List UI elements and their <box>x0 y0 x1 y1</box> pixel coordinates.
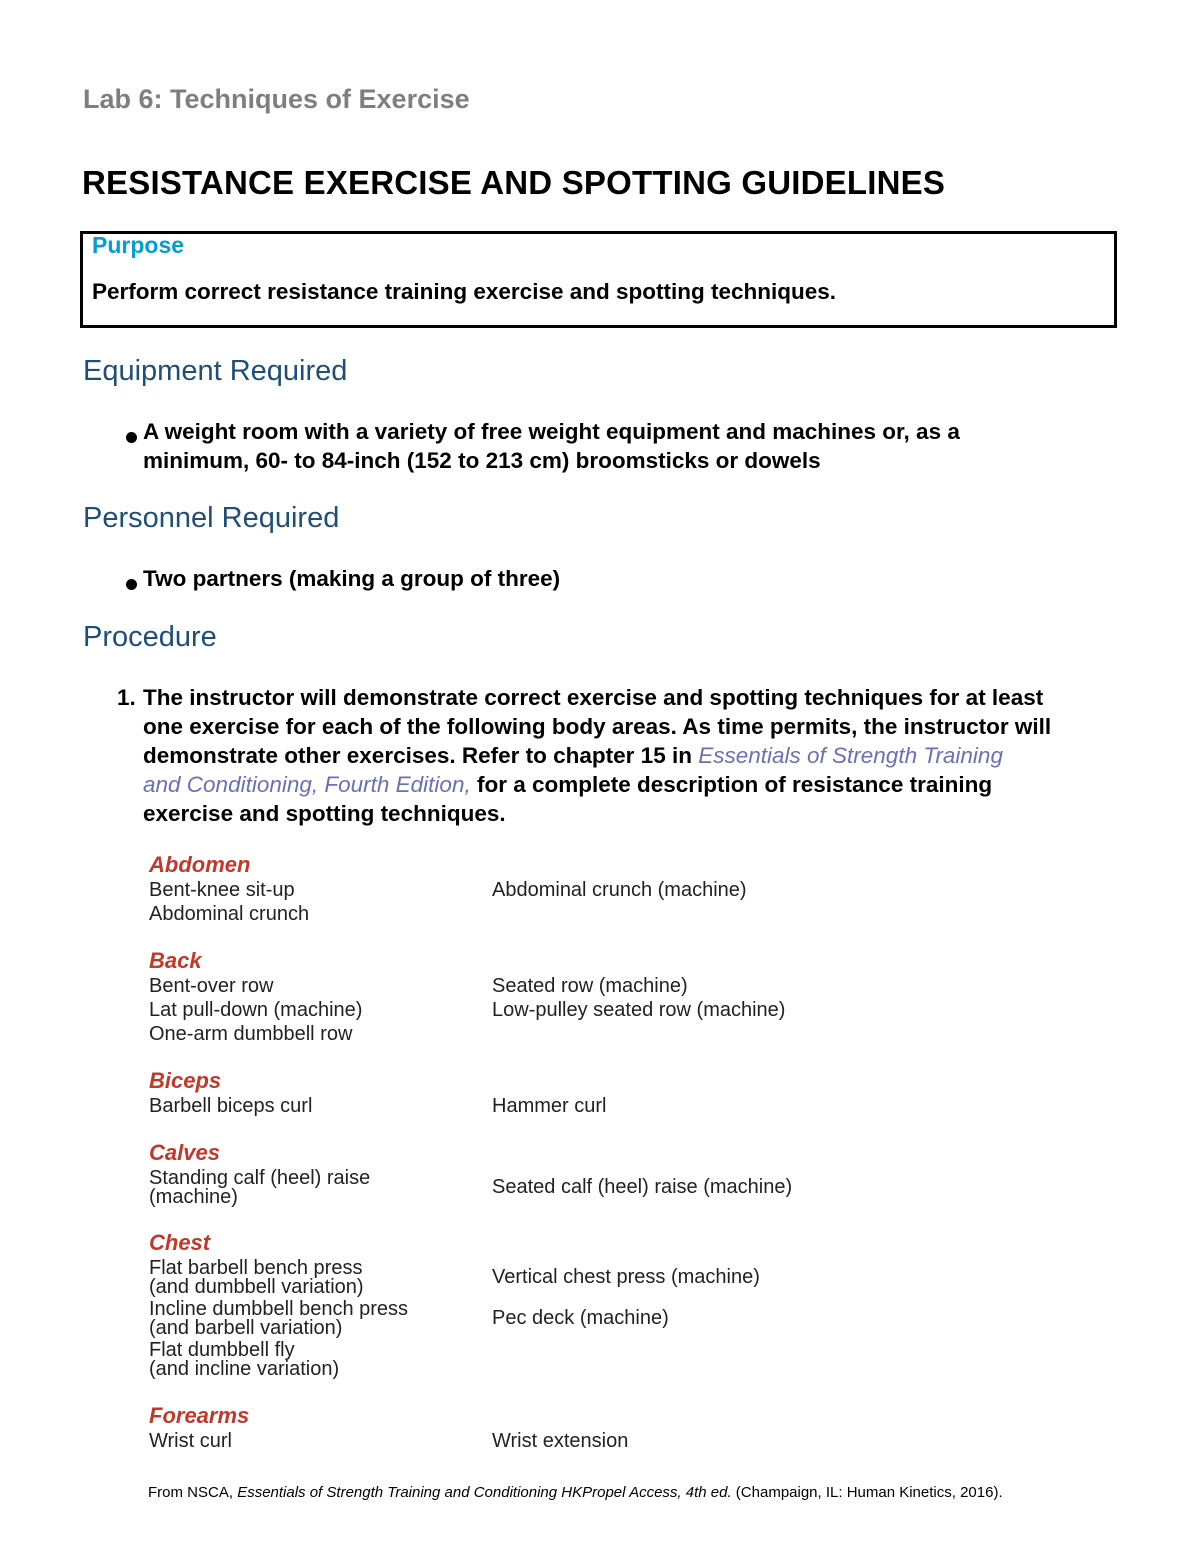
source-citation <box>148 1484 1003 1501</box>
exercise-item: Standing calf (heel) raise <box>149 1167 371 1189</box>
lab-title: Lab 6: Techniques of Exercise <box>83 84 470 114</box>
book-title-part1: Essentials of Strength Training <box>698 743 1003 768</box>
personnel-heading: Personnel Required <box>83 502 340 534</box>
category-back: Back <box>149 948 202 973</box>
exercise-item: Wrist extension <box>492 1430 629 1452</box>
category-biceps: Biceps <box>149 1068 222 1093</box>
book-title-part2: and Conditioning, Fourth Edition, <box>143 772 471 797</box>
procedure-line: one exercise for each of the following body areas. As time permits, the instructor will <box>143 714 1052 739</box>
exercise-item: Low-pulley seated row (machine) <box>492 999 786 1021</box>
procedure-line <box>143 741 1118 770</box>
exercise-item: Hammer curl <box>492 1095 607 1117</box>
exercise-item: Vertical chest press (machine) <box>492 1266 760 1288</box>
exercise-item: (and barbell variation) <box>149 1317 343 1339</box>
exercise-item: One-arm dumbbell row <box>149 1023 353 1045</box>
citation-suffix: (Champaign, IL: Human Kinetics, 2016). <box>731 1484 1003 1501</box>
exercise-item: Pec deck (machine) <box>492 1307 669 1329</box>
exercise-item: Barbell biceps curl <box>149 1095 313 1117</box>
procedure-line: exercise and spotting techniques. <box>143 801 506 826</box>
purpose-label: Purpose <box>92 232 185 258</box>
exercise-item: (and incline variation) <box>149 1358 340 1380</box>
exercise-item: Seated row (machine) <box>492 975 688 997</box>
citation-title: Essentials of Strength Training and Conditioning HKPropel Access, 4th ed. <box>237 1484 732 1501</box>
exercise-item: Abdominal crunch (machine) <box>492 879 747 901</box>
procedure-line-text: for a complete description of resistance training <box>470 772 993 797</box>
purpose-text: Perform correct resistance training exercise and spotting techniques. <box>92 279 836 304</box>
exercise-item: Incline dumbbell bench press <box>149 1298 409 1320</box>
citation-prefix: From NSCA, <box>148 1484 238 1501</box>
equipment-bullet-line2: minimum, 60- to 84-inch (152 to 213 cm) broomsticks or dowels <box>143 448 821 473</box>
bullet-icon <box>126 579 137 590</box>
procedure-line: The instructor will demonstrate correct exercise and spotting techniques for at least <box>143 685 1044 710</box>
exercise-item: Wrist curl <box>149 1430 232 1452</box>
procedure-heading: Procedure <box>83 621 217 653</box>
exercise-item: Abdominal crunch <box>149 903 310 925</box>
exercise-item: Bent-over row <box>149 975 274 997</box>
category-forearms: Forearms <box>149 1403 250 1428</box>
procedure-line-text: demonstrate other exercises. Refer to chapter 15 in <box>143 743 699 768</box>
equipment-heading: Equipment Required <box>83 355 348 387</box>
category-abdomen: Abdomen <box>149 852 251 877</box>
bullet-icon <box>126 432 137 443</box>
exercise-item: (machine) <box>149 1186 238 1208</box>
exercise-item: Flat barbell bench press <box>149 1257 363 1279</box>
exercise-item: Lat pull-down (machine) <box>149 999 363 1021</box>
personnel-bullet: Two partners (making a group of three) <box>143 566 561 591</box>
procedure-text <box>143 683 1118 828</box>
page-title: RESISTANCE EXERCISE AND SPOTTING GUIDELINES <box>82 164 946 201</box>
category-chest: Chest <box>149 1230 211 1255</box>
exercise-item: (and dumbbell variation) <box>149 1276 364 1298</box>
exercise-item: Seated calf (heel) raise (machine) <box>492 1176 793 1198</box>
procedure-line <box>143 770 1118 799</box>
category-calves: Calves <box>149 1140 220 1165</box>
exercise-item: Bent-knee sit-up <box>149 879 295 901</box>
procedure-number: 1. <box>117 685 136 710</box>
equipment-bullet-line1: A weight room with a variety of free weight equipment and machines or, as a <box>143 419 960 444</box>
exercise-item: Flat dumbbell fly <box>149 1339 295 1361</box>
